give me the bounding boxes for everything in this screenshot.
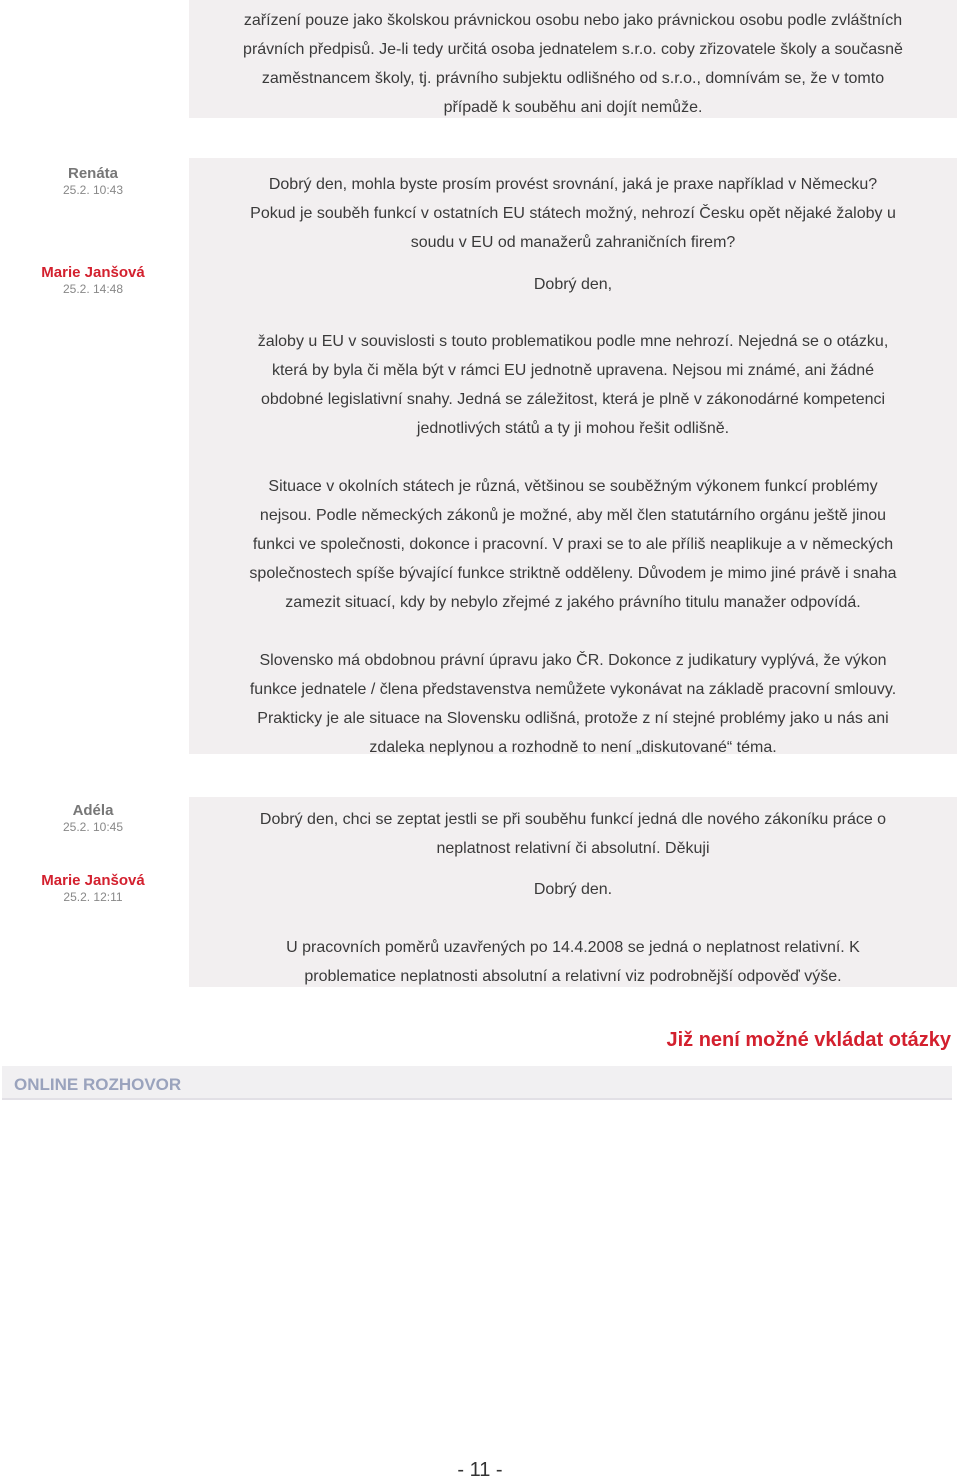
answer-greeting: Dobrý den, <box>533 276 613 293</box>
text-line: zaměstnancem školy, tj. právního subjektu odlišného od s.r.o., domnívám se, že v tomto <box>261 70 885 87</box>
question-author-name: Renáta <box>67 165 119 182</box>
answer-author-name: Marie Janšová <box>41 264 145 281</box>
question-author-meta <box>0 802 186 835</box>
answer-author-meta <box>0 264 186 297</box>
section-title: ONLINE ROZHOVOR <box>14 1075 182 1094</box>
text-line: neplatnost relativní či absolutní. Děkuji <box>436 840 710 857</box>
text-line: obdobné legislativní snahy. Jedná se záležitost, která je plně v zákonodárné kompetenci <box>260 391 886 408</box>
text-line: U pracovních poměrů uzavřených po 14.4.2008 se jedná o neplatnost relativní. K <box>286 939 860 956</box>
text-line: případě k souběhu ani dojít nemůže. <box>443 99 703 116</box>
text-line: Pokud je souběh funkcí v ostatních EU státech možný, nehrozí Česku opět nějaké žaloby u <box>250 205 896 222</box>
intro-answer-box <box>189 0 957 118</box>
qa-box <box>189 797 957 987</box>
text-line: jednotlivých států a ty ji mohou řešit odlišně. <box>416 420 730 437</box>
answer-time: 25.2. 14:48 <box>62 282 124 296</box>
text-line: která by byla či měla být v rámci EU jednotně upravena. Nejsou mi známé, ani žádné <box>271 362 875 379</box>
question-author-meta <box>0 165 186 198</box>
answer-author-name: Marie Janšová <box>41 872 145 889</box>
page-number: - 11 - <box>457 1459 503 1481</box>
text-line: nejsou. Podle německých zákonů je možné, aby měl člen statutárního orgánu ještě jinou <box>259 507 887 524</box>
answer-author-meta <box>0 872 186 905</box>
question-text <box>189 170 957 257</box>
text-line: Dobrý den, chci se zeptat jestli se při souběhu funkcí jedná dle nového zákoníku práce o <box>259 811 887 828</box>
text-line: Situace v okolních státech je různá, většinou se souběžným výkonem funkcí problémy <box>268 478 878 495</box>
question-author-name: Adéla <box>72 802 114 819</box>
answer-time: 25.2. 12:11 <box>63 890 123 904</box>
qa-box <box>189 158 957 754</box>
text-line: právních předpisů. Je-li tedy určitá osoba jednatelem s.r.o. coby zřizovatele školy a současně <box>243 41 903 58</box>
text-line: Dobrý den, mohla byste prosím provést srovnání, jaká je praxe například v Německu? <box>268 176 878 193</box>
text-line: funkce jednatele / člena představenstva nemůžete vykonávat na základě pracovní smlouvy. <box>249 681 897 698</box>
text-line: funkci ve společnosti, dokonce i pracovní. V praxi se to ale příliš neaplikuje a v německých <box>252 536 894 553</box>
text-line: společnostech spíše bývající funkce striktně odděleny. Důvodem je mimo jiné právě i snaha <box>249 565 897 582</box>
text-line: žaloby u EU v souvislosti s touto problematikou podle mne nehrozí. Nejedná se o otázku, <box>257 333 889 350</box>
answer-text <box>189 875 957 991</box>
text-line: zdaleka neplynou a rozhodně to není „diskutované“ téma. <box>369 739 777 756</box>
text-line: problematice neplatnosti absolutní a relativní viz podrobnější odpověď výše. <box>304 968 842 985</box>
answer-text <box>189 270 957 762</box>
questions-closed-notice: Již není možné vkládat otázky <box>666 1029 951 1051</box>
text-line: Slovensko má obdobnou právní úpravu jako ČR. Dokonce z judikatury vyplývá, že výkon <box>259 652 887 669</box>
text-line: zařízení pouze jako školskou právnickou osobu nebo jako právnickou osobu podle zvláštních <box>243 12 903 29</box>
text-line: Prakticky je ale situace na Slovensku odlišná, protože z ní stejné problémy jako u nás ani <box>257 710 889 727</box>
answer-greeting: Dobrý den. <box>533 881 613 898</box>
online-interview-section-header <box>2 1066 952 1100</box>
question-time: 25.2. 10:45 <box>62 820 124 834</box>
question-time: 25.2. 10:43 <box>62 183 124 197</box>
question-text <box>189 805 957 863</box>
text-line: zamezit situací, kdy by nebylo zřejmé z jakého právního titulu manažer odpovídá. <box>285 594 861 611</box>
text-line: soudu v EU od manažerů zahraničních firem? <box>410 234 736 251</box>
